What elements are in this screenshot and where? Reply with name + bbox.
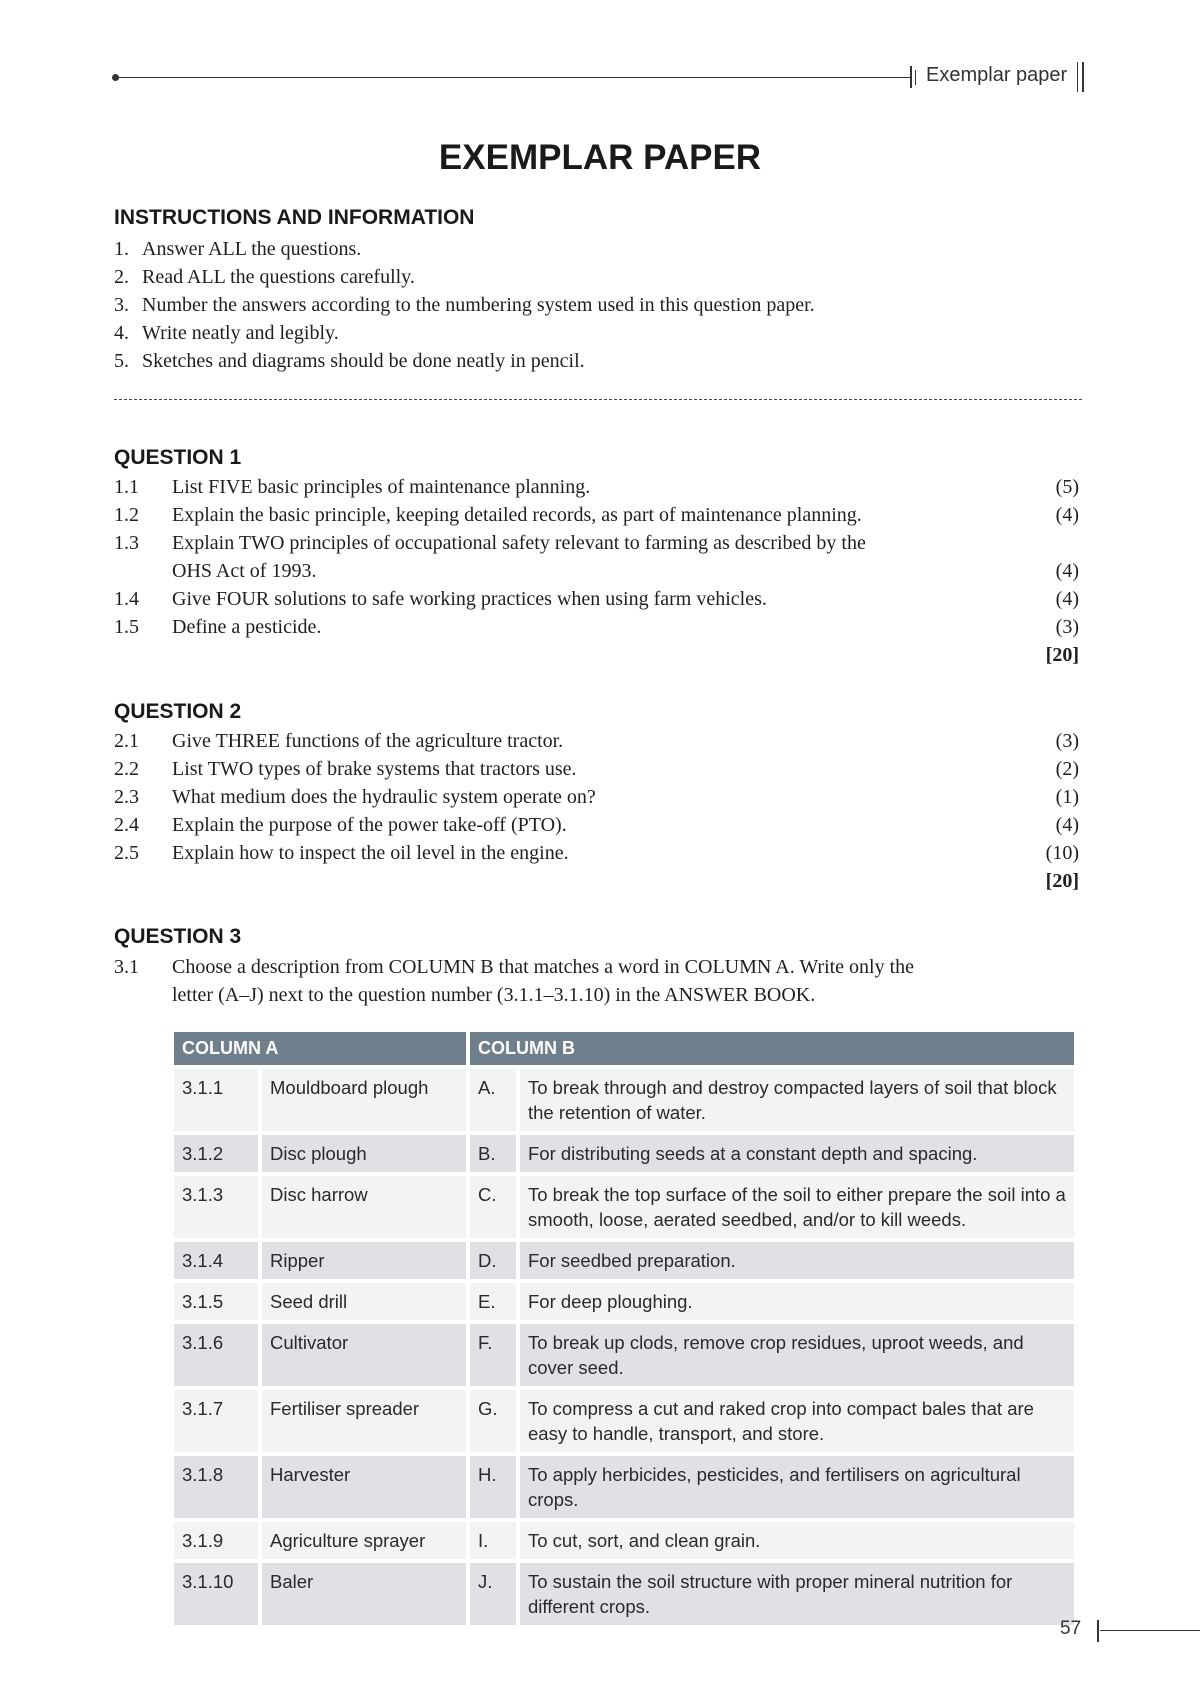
question-marks: (2) [1055,758,1079,780]
question-number: 2.5 [114,842,139,864]
question-number: 1.3 [114,532,139,554]
question-row [114,783,1082,811]
question-row [114,755,1082,783]
row-term: Fertiliser spreader [262,1390,466,1452]
question-number: 2.4 [114,814,139,836]
question-2-block [114,727,1082,895]
question-number: 2.1 [114,730,139,752]
footer-rule [1100,1630,1200,1631]
column-b-header: COLUMN B [470,1032,1074,1065]
question-1-heading: QUESTION 1 [114,446,242,469]
table-row [174,1324,1074,1386]
row-term: Baler [262,1563,466,1625]
question-marks: (4) [1055,588,1079,610]
question-marks: (4) [1055,814,1079,836]
question-row [114,529,1082,557]
row-description: To cut, sort, and clean grain. [520,1522,1074,1559]
table-row [174,1135,1074,1172]
row-letter: I. [470,1522,516,1559]
table-row [174,1283,1074,1320]
question-3-intro [114,953,1082,1009]
question-text: List TWO types of brake systems that tractors use. [172,758,577,780]
header-divider [1082,62,1084,92]
list-item [114,291,815,319]
item-text: Write neatly and legibly. [142,322,339,344]
question-text: letter (A–J) next to the question number (3.1.1–3.1.10) in the ANSWER BOOK. [172,984,816,1006]
question-marks: (5) [1055,476,1079,498]
row-number: 3.1.9 [174,1522,258,1559]
row-number: 3.1.2 [174,1135,258,1172]
item-text: Number the answers according to the numbering system used in this question paper. [142,294,815,316]
row-number: 3.1.4 [174,1242,258,1279]
question-3-heading: QUESTION 3 [114,925,242,948]
row-number: 3.1.3 [174,1176,258,1238]
row-description: To sustain the soil structure with proper mineral nutrition for different crops. [520,1563,1074,1625]
question-marks: (1) [1055,786,1079,808]
list-item [114,235,815,263]
question-text: Explain TWO principles of occupational safety relevant to farming as described by the [172,532,866,554]
row-letter: G. [470,1390,516,1452]
question-total: [20] [1045,644,1079,666]
question-row [114,613,1082,641]
question-text: What medium does the hydraulic system operate on? [172,786,596,808]
row-number: 3.1.1 [174,1069,258,1131]
question-total: [20] [1045,870,1079,892]
question-text: Explain how to inspect the oil level in the engine. [172,842,569,864]
question-marks: (3) [1055,616,1079,638]
question-text: Give FOUR solutions to safe working practices when using farm vehicles. [172,588,767,610]
row-letter: D. [470,1242,516,1279]
question-row [114,473,1082,501]
question-row [114,585,1082,613]
question-number: 1.5 [114,616,139,638]
question-text: OHS Act of 1993. [172,560,317,582]
header-divider [910,66,912,88]
list-item [114,319,815,347]
row-term: Cultivator [262,1324,466,1386]
instructions-list [114,235,815,375]
question-marks: (3) [1055,730,1079,752]
question-text: List FIVE basic principles of maintenance planning. [172,476,591,498]
table-row [174,1242,1074,1279]
page-number: 57 [1060,1618,1082,1639]
row-number: 3.1.5 [174,1283,258,1320]
question-row [114,501,1082,529]
matching-table [170,1028,1078,1629]
question-row [114,981,1082,1009]
table-row [174,1456,1074,1518]
header-divider [915,70,916,85]
table-row [174,1522,1074,1559]
table-row [174,1390,1074,1452]
list-item [114,263,815,291]
item-number: 5. [114,350,129,372]
question-row [114,839,1082,867]
footer-divider [1097,1620,1099,1642]
row-description: To compress a cut and raked crop into compact bales that are easy to handle, transport, and store. [520,1390,1074,1452]
row-letter: J. [470,1563,516,1625]
row-term: Agriculture sprayer [262,1522,466,1559]
row-term: Ripper [262,1242,466,1279]
item-number: 3. [114,294,129,316]
row-letter: H. [470,1456,516,1518]
row-letter: C. [470,1176,516,1238]
row-term: Harvester [262,1456,466,1518]
section-divider [114,399,1082,400]
question-text: Explain the purpose of the power take-off (PTO). [172,814,567,836]
row-term: Disc plough [262,1135,466,1172]
question-row [114,727,1082,755]
row-term: Seed drill [262,1283,466,1320]
running-title: Exemplar paper [926,64,1068,86]
row-number: 3.1.10 [174,1563,258,1625]
row-description: For seedbed preparation. [520,1242,1074,1279]
item-number: 1. [114,238,129,260]
row-number: 3.1.6 [174,1324,258,1386]
table-row [174,1069,1074,1131]
question-number: 1.2 [114,504,139,526]
header-divider [1077,62,1078,92]
row-number: 3.1.7 [174,1390,258,1452]
row-description: To break through and destroy compacted layers of soil that block the retention of water. [520,1069,1074,1131]
question-number: 3.1 [114,956,139,978]
column-a-header: COLUMN A [174,1032,466,1065]
item-text: Read ALL the questions carefully. [142,266,415,288]
row-term: Disc harrow [262,1176,466,1238]
question-row [114,811,1082,839]
question-1-block [114,473,1082,669]
row-letter: E. [470,1283,516,1320]
row-letter: F. [470,1324,516,1386]
question-number: 2.2 [114,758,139,780]
row-description: For deep ploughing. [520,1283,1074,1320]
question-text: Choose a description from COLUMN B that matches a word in COLUMN A. Write only the [172,956,915,978]
instructions-heading: INSTRUCTIONS AND INFORMATION [114,206,475,229]
row-description: For distributing seeds at a constant depth and spacing. [520,1135,1074,1172]
question-number: 1.4 [114,588,139,610]
row-description: To break the top surface of the soil to either prepare the soil into a smooth, loose, aerated seedbed, and/or to kill weeds. [520,1176,1074,1238]
question-text: Explain the basic principle, keeping detailed records, as part of maintenance planning. [172,504,862,526]
list-item [114,347,815,375]
question-number: 2.3 [114,786,139,808]
question-text: Give THREE functions of the agriculture tractor. [172,730,564,752]
question-marks: (4) [1055,504,1079,526]
page-title: EXEMPLAR PAPER [438,138,762,177]
table-header-row [174,1032,1074,1065]
row-term: Mouldboard plough [262,1069,466,1131]
question-number: 1.1 [114,476,139,498]
item-text: Answer ALL the questions. [142,238,362,260]
question-row [114,953,1082,981]
row-description: To apply herbicides, pesticides, and fertilisers on agricultural crops. [520,1456,1074,1518]
table-row [174,1563,1074,1625]
item-number: 4. [114,322,129,344]
question-marks: (4) [1055,560,1079,582]
item-text: Sketches and diagrams should be done neatly in pencil. [142,350,585,372]
row-letter: A. [470,1069,516,1131]
row-description: To break up clods, remove crop residues, uproot weeds, and cover seed. [520,1324,1074,1386]
table-row [174,1176,1074,1238]
header-rule [116,77,910,78]
question-2-heading: QUESTION 2 [114,700,242,723]
question-text: Define a pesticide. [172,616,322,638]
question-marks: (10) [1045,842,1079,864]
item-number: 2. [114,266,129,288]
question-row [114,557,1082,585]
row-letter: B. [470,1135,516,1172]
row-number: 3.1.8 [174,1456,258,1518]
